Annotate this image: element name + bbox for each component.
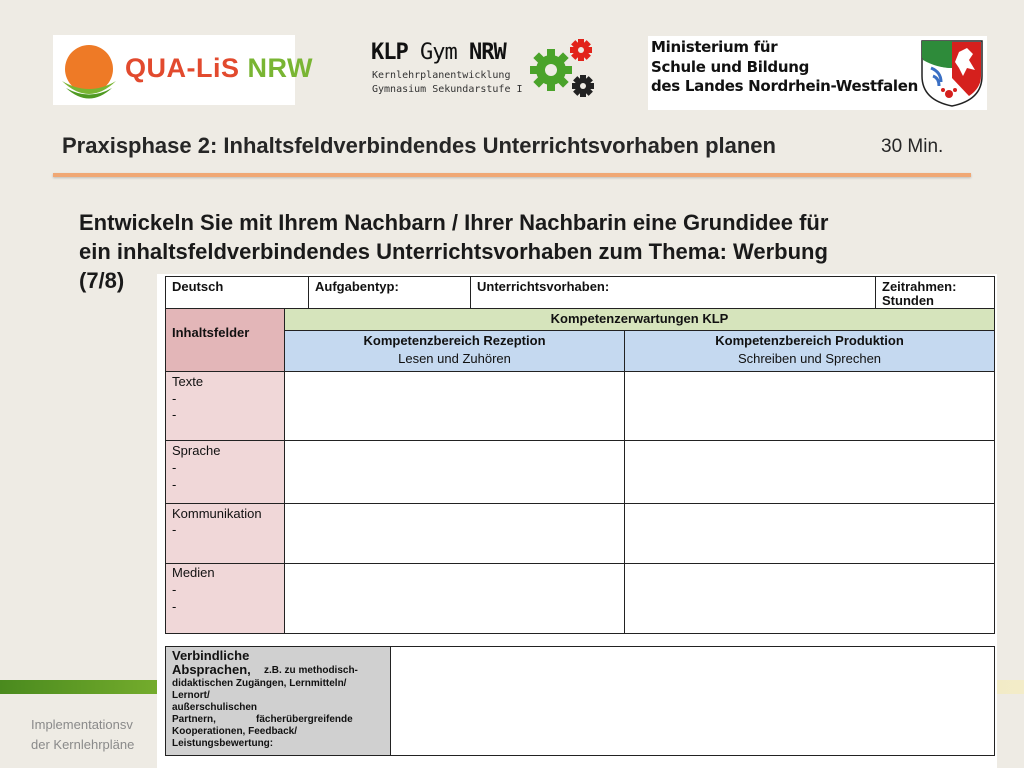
row-sprache-dash1: - xyxy=(172,460,177,475)
form-time-unit: Stunden xyxy=(882,293,934,308)
ministry-line2: Schule und Bildung xyxy=(651,57,810,76)
agreements-line5b: fächerübergreifende xyxy=(256,714,353,725)
row-label-sprache xyxy=(165,440,285,504)
klp-line1: Kernlehrplanentwicklung xyxy=(372,70,511,81)
row-label-medien xyxy=(165,563,285,634)
row-kommunikation-label: Kommunikation xyxy=(172,506,262,521)
nrw-crest-icon xyxy=(919,38,985,108)
row-medien-dash2: - xyxy=(172,599,177,614)
planning-form xyxy=(157,274,997,768)
produktion-title: Kompetenzbereich Produktion xyxy=(715,333,904,348)
gears-icon xyxy=(523,36,603,106)
klp-title xyxy=(371,40,506,65)
agreements-line6: Kooperationen, Feedback/ xyxy=(172,726,298,737)
task-line2: ein inhaltsfeldverbindendes Unterrichtsvorhaben zum Thema: Werbung xyxy=(79,239,828,264)
rezeption-header xyxy=(284,330,625,372)
row-kommunikation-dash1: - xyxy=(172,522,177,537)
row-texte-dash1: - xyxy=(172,391,177,406)
agreements-input-cell[interactable] xyxy=(390,646,995,756)
qualis-logo xyxy=(53,35,314,105)
klp-title-nrw: NRW xyxy=(469,40,506,65)
klp-title-klp: KLP xyxy=(371,40,408,65)
slide-duration: 30 Min. xyxy=(881,136,944,157)
row-label-kommunikation xyxy=(165,503,285,564)
agreements-line1: z.B. zu methodisch- xyxy=(264,665,358,676)
inhaltsfelder-label: Inhaltsfelder xyxy=(172,325,250,340)
cell-texte-rezeption[interactable] xyxy=(284,371,625,441)
ministry-name xyxy=(651,38,918,97)
agreements-title1: Verbindliche xyxy=(172,648,250,663)
klp-line2: Gymnasium Sekundarstufe I xyxy=(372,84,523,95)
row-medien-label: Medien xyxy=(172,565,215,580)
row-texte-dash2: - xyxy=(172,407,177,422)
form-time-label: Zeitrahmen: xyxy=(882,279,957,294)
ministry-line1: Ministerium für xyxy=(651,38,778,56)
form-tasktype-cell[interactable] xyxy=(308,276,471,309)
form-project-cell[interactable] xyxy=(470,276,876,309)
cell-medien-produktion[interactable] xyxy=(624,563,995,634)
form-subject: Deutsch xyxy=(172,279,224,294)
row-label-texte xyxy=(165,371,285,441)
slide-title: Praxisphase 2: Inhaltsfeldverbindendes Unterrichtsvorhaben planen xyxy=(62,133,776,158)
row-texte-label: Texte xyxy=(172,374,204,389)
rezeption-title: Kompetenzbereich Rezeption xyxy=(363,333,546,348)
kompetenz-label: Kompetenzerwartungen KLP xyxy=(550,311,729,326)
ministry-logo xyxy=(648,36,987,110)
cell-kommunikation-produktion[interactable] xyxy=(624,503,995,564)
footer-line2: der Kernlehrpläne xyxy=(31,737,135,752)
cell-texte-produktion[interactable] xyxy=(624,371,995,441)
agreements-line3: Lernort/ xyxy=(172,690,210,701)
footer-line1: Implementationsv xyxy=(31,717,133,732)
task-line1: Entwickeln Sie mit Ihrem Nachbarn / Ihrer Nachbarin eine Grundidee für xyxy=(79,210,829,235)
ministry-line3: des Landes Nordrhein-Westfalen xyxy=(651,77,919,95)
task-line3: (7/8) xyxy=(79,268,125,293)
footer-text xyxy=(31,715,134,755)
form-project-label: Unterrichtsvorhaben: xyxy=(477,279,610,294)
klp-logo xyxy=(368,40,603,106)
klp-title-gym: Gym xyxy=(420,40,457,65)
cell-medien-rezeption[interactable] xyxy=(284,563,625,634)
rezeption-sub: Lesen und Zuhören xyxy=(398,351,511,366)
agreements-line7: Leistungsbewertung: xyxy=(172,738,274,749)
qualis-name: QUA-LiS xyxy=(125,53,240,83)
title-divider xyxy=(53,173,971,177)
qualis-nrw: NRW xyxy=(247,53,314,83)
form-time-cell[interactable] xyxy=(875,276,995,309)
cell-sprache-rezeption[interactable] xyxy=(284,440,625,504)
cell-kommunikation-rezeption[interactable] xyxy=(284,503,625,564)
form-subject-cell xyxy=(165,276,309,309)
row-medien-dash1: - xyxy=(172,582,177,597)
qualis-sun-icon xyxy=(58,41,120,103)
kompetenz-header xyxy=(284,308,995,331)
agreements-label-cell xyxy=(165,646,391,756)
agreements-title2: Absprachen, xyxy=(172,662,251,677)
agreements-line2: didaktischen Zugängen, Lernmitteln/ xyxy=(172,678,347,689)
qualis-wordmark xyxy=(125,53,313,84)
form-tasktype-label: Aufgabentyp: xyxy=(315,279,399,294)
agreements-line5a: Partnern, xyxy=(172,714,216,725)
cell-sprache-produktion[interactable] xyxy=(624,440,995,504)
inhaltsfelder-header xyxy=(165,308,285,372)
agreements-line4: außerschulischen xyxy=(172,702,258,713)
row-sprache-label: Sprache xyxy=(172,443,221,458)
produktion-header xyxy=(624,330,995,372)
row-sprache-dash2: - xyxy=(172,477,177,492)
produktion-sub: Schreiben und Sprechen xyxy=(737,351,882,366)
